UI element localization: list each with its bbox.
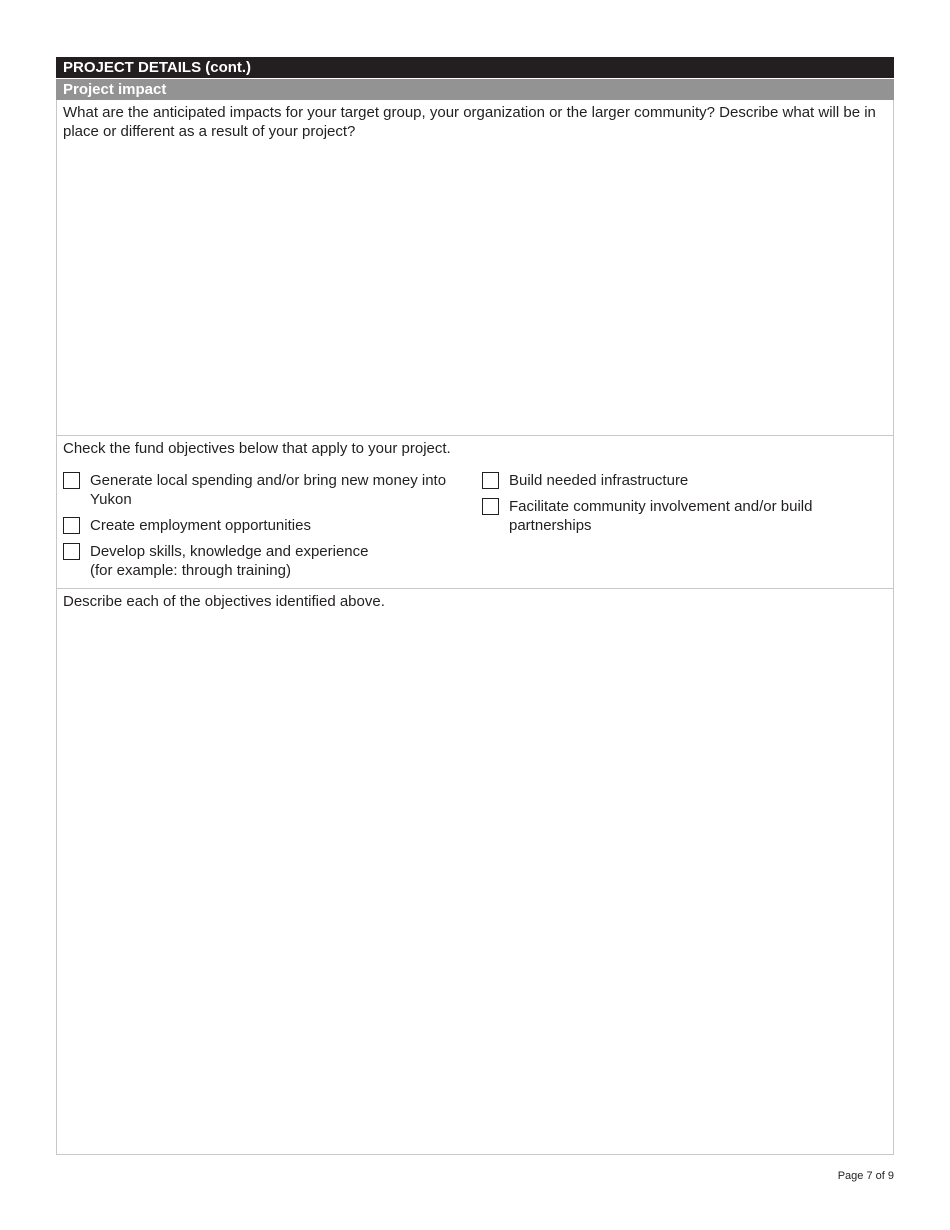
objective-skills-checkbox[interactable] [63,543,80,560]
objective-local-spending-checkbox[interactable] [63,472,80,489]
describe-prompt: Describe each of the objectives identified above. [63,593,385,610]
describe-objectives-field[interactable] [56,589,894,1155]
fund-objectives-box [56,436,894,589]
objective-infrastructure[interactable] [482,471,882,490]
objective-label: Facilitate community involvement and/or build partnerships [509,498,813,534]
section-header: PROJECT DETAILS (cont.) [56,57,894,78]
objective-infrastructure-checkbox[interactable] [482,472,499,489]
objective-label-line2: (for example: through training) [90,562,291,579]
objective-skills[interactable] [63,542,482,580]
objective-label-line1: Develop skills, knowledge and experience [90,543,369,560]
objective-label: Create employment opportunities [90,517,311,534]
objective-label [90,542,369,580]
objective-employment-checkbox[interactable] [63,517,80,534]
objective-community-checkbox[interactable] [482,498,499,515]
subsection-header: Project impact [56,78,894,100]
project-details-form [56,57,894,1155]
objective-local-spending[interactable] [63,471,482,509]
objective-label: Generate local spending and/or bring new money into Yukon [90,472,447,508]
objectives-right-column [482,471,882,587]
impact-answer-field[interactable] [56,100,894,436]
objectives-prompt: Check the fund objectives below that apply to your project. [63,440,451,457]
objective-label: Build needed infrastructure [509,472,689,489]
page-number: Page 7 of 9 [837,1170,894,1182]
objectives-left-column [63,471,482,587]
objective-employment[interactable] [63,516,482,535]
impact-question: What are the anticipated impacts for your target group, your organization or the larger community? Describe what will be in place or different as a result of your project? [63,104,876,140]
objective-community[interactable] [482,497,882,535]
objectives-grid [63,471,887,587]
